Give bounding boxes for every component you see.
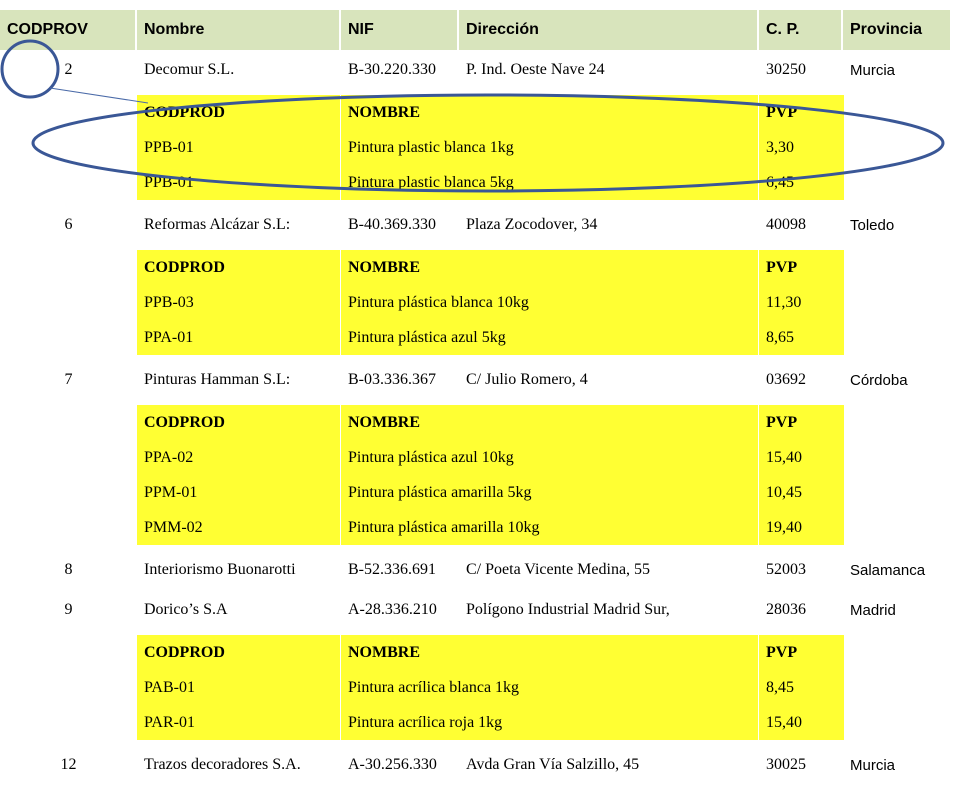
provider-nombre: Dorico’s S.A xyxy=(144,601,228,618)
provider-nombre: Trazos decoradores S.A. xyxy=(144,756,301,773)
header-col-cp: C. P. xyxy=(759,10,843,50)
product-header-nombre: NOMBRE xyxy=(341,405,759,440)
product-pvp: 10,45 xyxy=(759,475,845,510)
provider-nombre: Reformas Alcázar S.L: xyxy=(144,216,291,233)
provider-provincia: Córdoba xyxy=(850,371,908,389)
provider-direccion: Plaza Zocodover, 34 xyxy=(466,216,598,233)
provider-nombre: Interiorismo Buonarotti xyxy=(144,561,296,578)
product-pvp: 6,45 xyxy=(759,165,845,200)
provider-nif: A-30.256.330 xyxy=(348,756,437,773)
product-codprod: PPB-03 xyxy=(137,285,341,320)
header-col-nif: NIF xyxy=(341,10,459,50)
provider-cp: 03692 xyxy=(766,371,806,388)
provider-direccion: Polígono Industrial Madrid Sur, xyxy=(466,601,670,618)
provider-direccion: P. Ind. Oeste Nave 24 xyxy=(466,61,605,78)
header-col-codprov: CODPROV xyxy=(0,10,137,50)
provider-codprov: 9 xyxy=(64,601,73,618)
provider-provincia: Murcia xyxy=(850,756,896,774)
product-header-nombre: NOMBRE xyxy=(341,95,759,130)
product-nombre: Pintura acrílica roja 1kg xyxy=(341,705,759,740)
product-nombre: Pintura plástica amarilla 10kg xyxy=(341,510,759,545)
product-codprod: PPA-01 xyxy=(137,320,341,355)
product-header-codprod: CODPROD xyxy=(137,250,341,285)
provider-nif: B-03.336.367 xyxy=(348,371,436,388)
provider-cp: 52003 xyxy=(766,561,806,578)
provider-nif: A-28.336.210 xyxy=(348,601,437,618)
product-codprod: PAR-01 xyxy=(137,705,341,740)
header-col-provincia: Provincia xyxy=(843,10,952,50)
product-codprod: PMM-02 xyxy=(137,510,341,545)
product-pvp: 8,45 xyxy=(759,670,845,705)
provider-cp: 28036 xyxy=(766,601,806,618)
provider-direccion: C/ Julio Romero, 4 xyxy=(466,371,588,388)
product-header-nombre: NOMBRE xyxy=(341,250,759,285)
product-codprod: PPB-01 xyxy=(137,165,341,200)
product-codprod: PPM-01 xyxy=(137,475,341,510)
provider-codprov: 2 xyxy=(64,61,73,78)
provider-provincia: Murcia xyxy=(850,61,896,79)
product-pvp: 3,30 xyxy=(759,130,845,165)
provider-direccion: C/ Poeta Vicente Medina, 55 xyxy=(466,561,651,578)
product-header-pvp: PVP xyxy=(759,250,845,285)
provider-cp: 30250 xyxy=(766,61,806,78)
provider-provincia: Toledo xyxy=(850,216,895,234)
provider-nif: B-40.369.330 xyxy=(348,216,436,233)
provider-provincia: Salamanca xyxy=(850,561,926,579)
header-col-direccion: Dirección xyxy=(459,10,759,50)
provider-nombre: Pinturas Hamman S.L: xyxy=(144,371,291,388)
product-header-pvp: PVP xyxy=(759,405,845,440)
product-nombre: Pintura plástica azul 10kg xyxy=(341,440,759,475)
provider-cp: 30025 xyxy=(766,756,806,773)
provider-nombre: Decomur S.L. xyxy=(144,61,235,78)
product-pvp: 19,40 xyxy=(759,510,845,545)
provider-codprov: 8 xyxy=(64,561,73,578)
product-nombre: Pintura acrílica blanca 1kg xyxy=(341,670,759,705)
product-nombre: Pintura plástica blanca 10kg xyxy=(341,285,759,320)
product-nombre: Pintura plastic blanca 5kg xyxy=(341,165,759,200)
product-pvp: 8,65 xyxy=(759,320,845,355)
product-nombre: Pintura plastic blanca 1kg xyxy=(341,130,759,165)
provider-nif: B-52.336.691 xyxy=(348,561,436,578)
product-header-pvp: PVP xyxy=(759,635,845,670)
product-header-nombre: NOMBRE xyxy=(341,635,759,670)
product-header-codprod: CODPROD xyxy=(137,635,341,670)
product-header-codprod: CODPROD xyxy=(137,95,341,130)
provider-cp: 40098 xyxy=(766,216,806,233)
product-codprod: PAB-01 xyxy=(137,670,341,705)
header-col-nombre: Nombre xyxy=(137,10,341,50)
product-nombre: Pintura plástica azul 5kg xyxy=(341,320,759,355)
product-pvp: 15,40 xyxy=(759,440,845,475)
provider-nif: B-30.220.330 xyxy=(348,61,436,78)
product-nombre: Pintura plástica amarilla 5kg xyxy=(341,475,759,510)
provider-direccion: Avda Gran Vía Salzillo, 45 xyxy=(466,756,640,773)
product-header-codprod: CODPROD xyxy=(137,405,341,440)
product-codprod: PPA-02 xyxy=(137,440,341,475)
product-codprod: PPB-01 xyxy=(137,130,341,165)
provider-provincia: Madrid xyxy=(850,601,896,619)
product-pvp: 15,40 xyxy=(759,705,845,740)
provider-codprov: 12 xyxy=(60,756,77,773)
product-header-pvp: PVP xyxy=(759,95,845,130)
product-pvp: 11,30 xyxy=(759,285,845,320)
provider-codprov: 6 xyxy=(64,216,73,233)
provider-codprov: 7 xyxy=(64,371,73,388)
